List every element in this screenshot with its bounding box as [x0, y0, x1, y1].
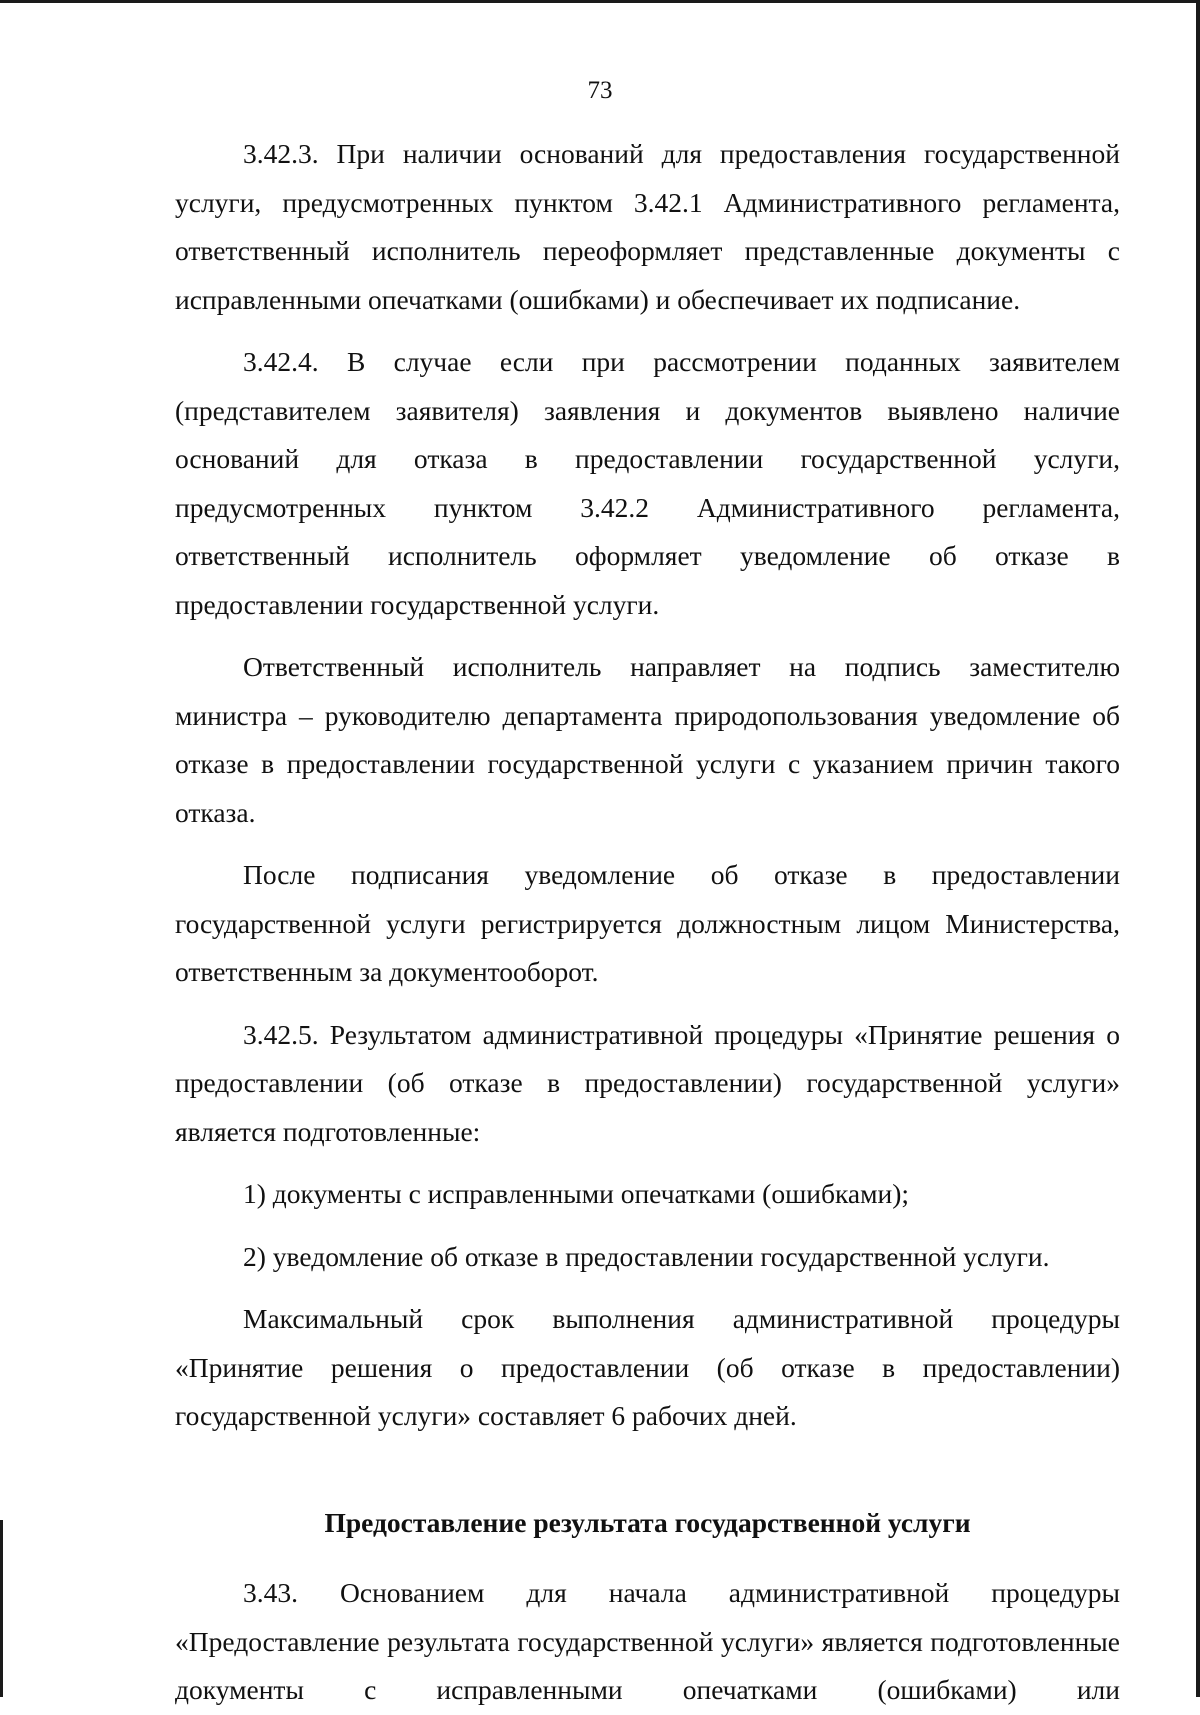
paragraph-3-42-5: 3.42.5. Результатом административной процедуры «Принятие решения о предоставлении (об отказе в предоставлении) государственной услуги» является подготовленные: [175, 1018, 1120, 1147]
page-number: 73 [587, 77, 613, 104]
section-heading: Предоставление результата государственной услуги [324, 1506, 971, 1538]
paragraph-3-42-4: 3.42.4. В случае если при рассмотрении поданных заявителем (представителем заявителя) заявления и документов выявлено наличие оснований для отказа в предоставлении государственной услуги, предусмотренных пунктом 3.42.2 Административного регламента, ответственный исполнитель оформляет уведомление об отказе в предоставлении государственной услуги. [175, 346, 1120, 620]
paragraph-3-42-3: 3.42.3. При наличии оснований для предоставления государственной услуги, предусмотренных пунктом 3.42.1 Административного регламента, ответственный исполнитель переоформляет представленные документы с исправленными опечатками (ошибками) и обеспечивает их подписание. [175, 138, 1120, 315]
list-item-1: 1) документы с исправленными опечатками (ошибками); [243, 1178, 910, 1209]
scan-border-top [0, 0, 1200, 3]
paragraph-signature-routing: Ответственный исполнитель направляет на подпись заместителю министра – руководителю департамента природопользования уведомление об отказе в предоставлении государственной услуги с указанием причин такого отказа. [175, 651, 1120, 828]
paragraph-3-43: 3.43. Основанием для начала административной процедуры «Предоставление результата государственной услуги» является подготовленные документы с исправленными опечатками (ошибками) или [175, 1577, 1120, 1705]
document-body [175, 130, 1120, 1715]
scan-border-left [0, 1520, 3, 1697]
scan-border-right [1196, 0, 1200, 1697]
paragraph-registration: После подписания уведомление об отказе в предоставлении государственной услуги регистрируется должностным лицом Министерства, ответственным за документооборот. [175, 859, 1120, 987]
list-item-2: 2) уведомление об отказе в предоставлении государственной услуги. [243, 1240, 1050, 1272]
paragraph-max-term: Максимальный срок выполнения административной процедуры «Принятие решения о предоставлении (об отказе в предоставлении) государственной услуги» составляет 6 рабочих дней. [175, 1303, 1120, 1431]
